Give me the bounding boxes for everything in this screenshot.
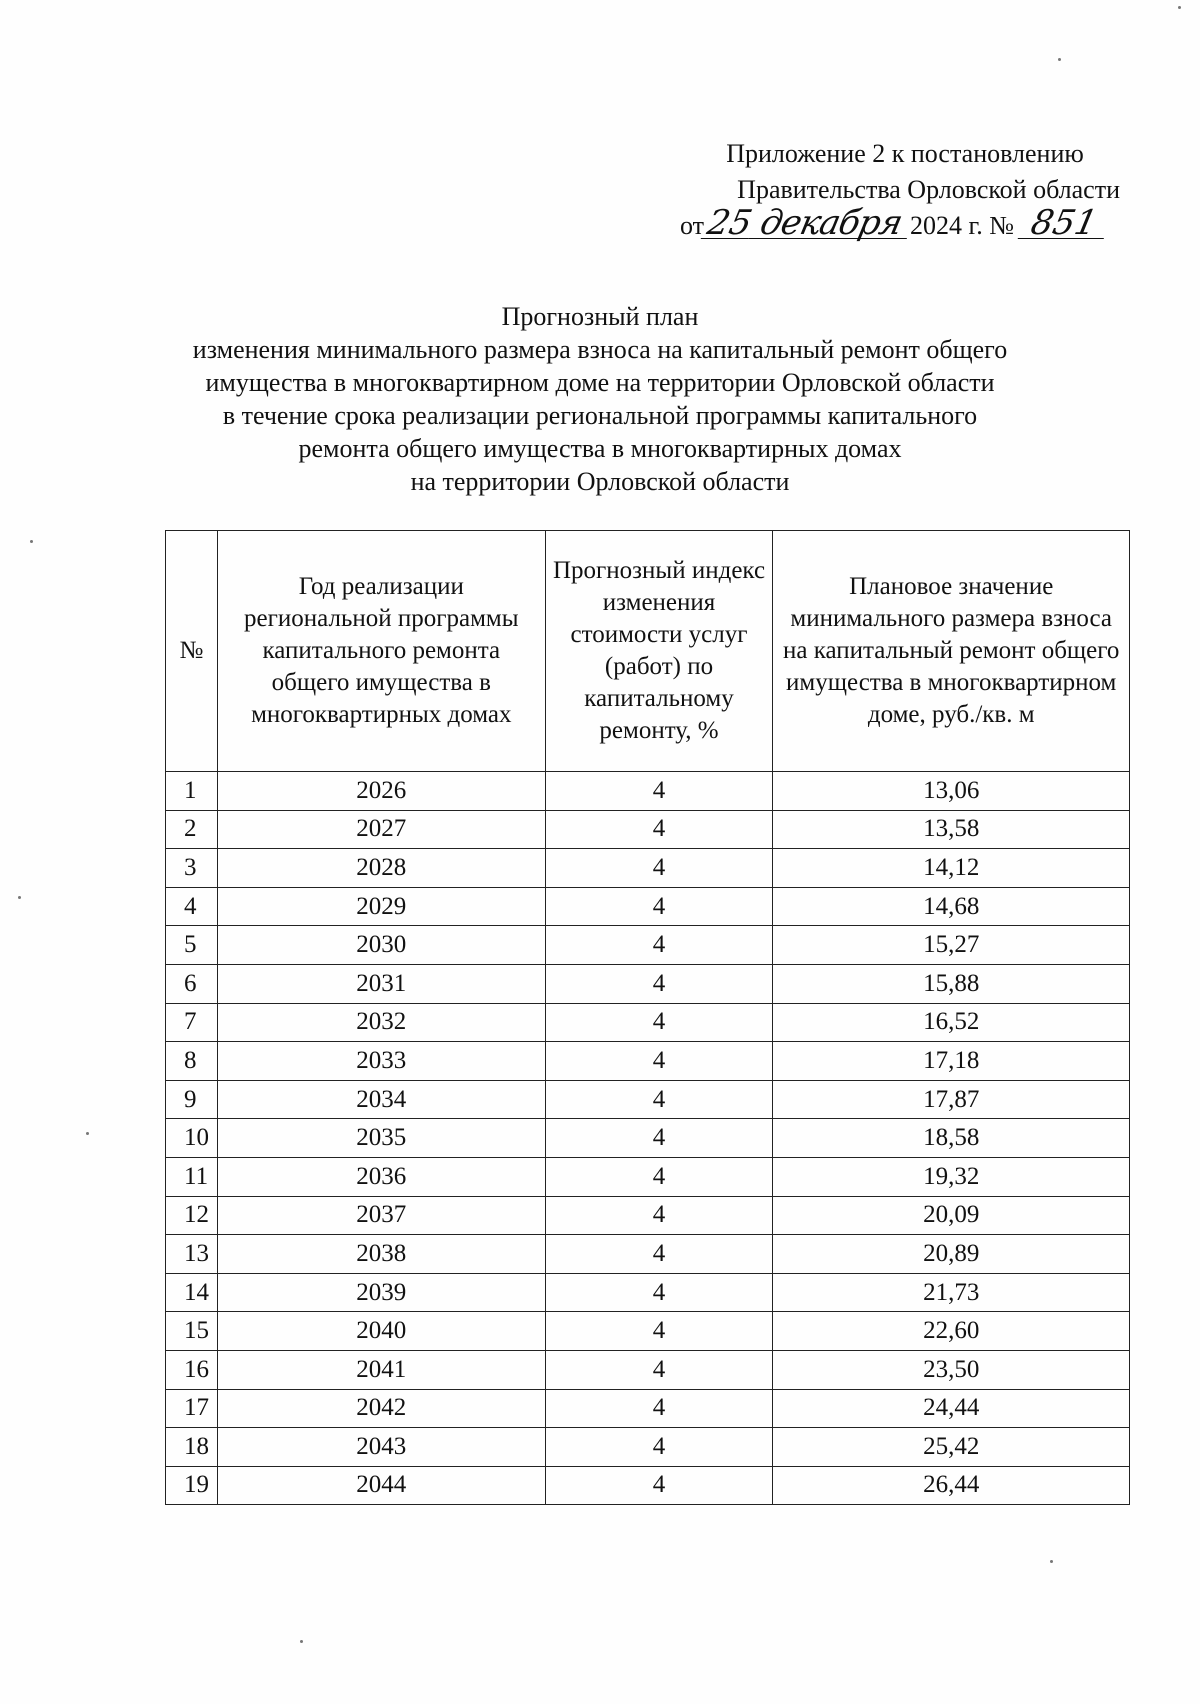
cell-index: 4 [545,1235,773,1274]
cell-index: 4 [545,849,773,888]
plan-table [165,530,1130,1505]
cell-year: 2028 [217,849,545,888]
scan-speck [30,540,33,543]
cell-index: 4 [545,1196,773,1235]
cell-index: 4 [545,926,773,965]
scan-speck [1050,1560,1053,1563]
cell-index: 4 [545,810,773,849]
cell-planned-value: 21,73 [773,1273,1130,1312]
cell-number: 18 [166,1428,218,1467]
scan-speck [300,1640,303,1643]
cell-number: 7 [166,1003,218,1042]
cell-year: 2044 [217,1466,545,1505]
header-planned-value: Плановое значение минимального размера взноса на капитальный ремонт общего имущества в многоквартирном доме, руб./кв. м [773,531,1130,772]
cell-planned-value: 19,32 [773,1157,1130,1196]
table-row [166,1312,1130,1351]
title-line: ремонта общего имущества в многоквартирных домах [298,434,902,463]
cell-number: 12 [166,1196,218,1235]
cell-planned-value: 16,52 [773,1003,1130,1042]
table-row [166,849,1130,888]
cell-planned-value: 13,06 [773,772,1130,811]
cell-year: 2032 [217,1003,545,1042]
cell-index: 4 [545,1389,773,1428]
table-row [166,1273,1130,1312]
table-row [166,1080,1130,1119]
cell-year: 2043 [217,1428,545,1467]
handwritten-day: 25 [701,208,756,239]
table-row [166,926,1130,965]
cell-planned-value: 17,18 [773,1042,1130,1081]
cell-index: 4 [545,1350,773,1389]
cell-year: 2027 [217,810,545,849]
cell-planned-value: 24,44 [773,1389,1130,1428]
cell-year: 2034 [217,1080,545,1119]
cell-planned-value: 14,68 [773,887,1130,926]
cell-number: 16 [166,1350,218,1389]
cell-number: 11 [166,1157,218,1196]
cell-number: 10 [166,1119,218,1158]
cell-number: 6 [166,964,218,1003]
cell-number: 8 [166,1042,218,1081]
appendix-line-1: Приложение 2 к постановлению [726,139,1084,168]
cell-planned-value: 15,27 [773,926,1130,965]
table-row [166,1119,1130,1158]
cell-planned-value: 22,60 [773,1312,1130,1351]
cell-planned-value: 18,58 [773,1119,1130,1158]
table-row [166,1350,1130,1389]
cell-number: 19 [166,1466,218,1505]
title-line: на территории Орловской области [410,467,790,496]
cell-number: 14 [166,1273,218,1312]
cell-index: 4 [545,964,773,1003]
cell-index: 4 [545,1003,773,1042]
cell-planned-value: 17,87 [773,1080,1130,1119]
cell-index: 4 [545,1119,773,1158]
table-row [166,1235,1130,1274]
table-row [166,1428,1130,1467]
date-prefix: от [680,211,705,240]
cell-planned-value: 13,58 [773,810,1130,849]
table-row [166,1003,1130,1042]
table-row [166,772,1130,811]
cell-index: 4 [545,1312,773,1351]
cell-planned-value: 23,50 [773,1350,1130,1389]
table-body [166,772,1130,1505]
cell-index: 4 [545,1273,773,1312]
title-line: Прогнозный план [501,302,699,331]
cell-year: 2041 [217,1350,545,1389]
cell-year: 2037 [217,1196,545,1235]
cell-year: 2026 [217,772,545,811]
cell-year: 2040 [217,1312,545,1351]
cell-index: 4 [545,1157,773,1196]
cell-number: 15 [166,1312,218,1351]
cell-number: 2 [166,810,218,849]
table-header-row [166,531,1130,772]
appendix-date-line [680,203,1120,244]
cell-planned-value: 20,89 [773,1235,1130,1274]
cell-year: 2030 [217,926,545,965]
document-title [180,300,1020,498]
title-line: в течение срока реализации региональной программы капитального [222,401,978,430]
header-index: Прогнозный индекс изменения стоимости услуг (работ) по капитальному ремонту, % [545,531,773,772]
scan-speck [1178,6,1181,9]
table-row [166,964,1130,1003]
date-year: 2024 г. № [910,211,1015,240]
handwritten-month: декабря [749,208,914,239]
cell-year: 2038 [217,1235,545,1274]
cell-number: 13 [166,1235,218,1274]
table-row [166,1157,1130,1196]
cell-number: 17 [166,1389,218,1428]
cell-planned-value: 26,44 [773,1466,1130,1505]
cell-index: 4 [545,1042,773,1081]
cell-year: 2042 [217,1389,545,1428]
cell-number: 9 [166,1080,218,1119]
header-number: № [166,531,218,772]
handwritten-doc-number: 851 [1017,208,1110,239]
cell-year: 2029 [217,887,545,926]
table-row [166,887,1130,926]
cell-planned-value: 20,09 [773,1196,1130,1235]
scan-speck [18,896,21,899]
cell-index: 4 [545,887,773,926]
cell-year: 2035 [217,1119,545,1158]
scan-speck [1058,58,1061,61]
table-row [166,1389,1130,1428]
cell-number: 3 [166,849,218,888]
cell-number: 4 [166,887,218,926]
cell-year: 2036 [217,1157,545,1196]
cell-year: 2033 [217,1042,545,1081]
appendix-line-2: Правительства Орловской области [737,175,1120,204]
table-row [166,1042,1130,1081]
cell-planned-value: 25,42 [773,1428,1130,1467]
cell-planned-value: 14,12 [773,849,1130,888]
cell-number: 1 [166,772,218,811]
table-row [166,1196,1130,1235]
title-line: имущества в многоквартирном доме на территории Орловской области [205,368,995,397]
cell-index: 4 [545,1428,773,1467]
cell-index: 4 [545,1080,773,1119]
cell-year: 2039 [217,1273,545,1312]
scan-speck [86,1132,89,1135]
appendix-block [660,136,1120,244]
title-line: изменения минимального размера взноса на капитальный ремонт общего [192,335,1008,364]
cell-year: 2031 [217,964,545,1003]
cell-number: 5 [166,926,218,965]
cell-index: 4 [545,1466,773,1505]
table-row [166,1466,1130,1505]
cell-index: 4 [545,772,773,811]
cell-planned-value: 15,88 [773,964,1130,1003]
table-row [166,810,1130,849]
header-year: Год реализации региональной программы капитального ремонта общего имущества в многоквартирных домах [217,531,545,772]
